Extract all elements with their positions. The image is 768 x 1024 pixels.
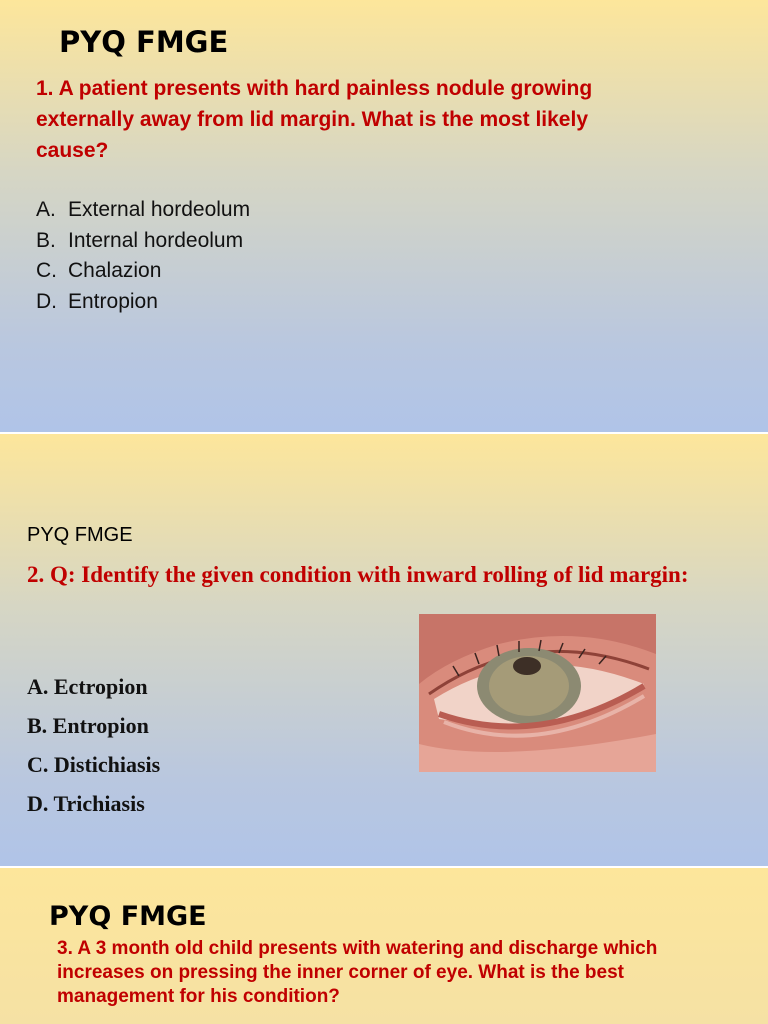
slide-3 (0, 868, 768, 1024)
question-text: 3. A 3 month old child presents with watering and discharge which increases on pressing the inner corner of eye. What is the best management for his condition? (57, 938, 658, 1007)
slide-title: PYQ FMGE (49, 901, 207, 932)
question-text: 1. A patient presents with hard painless nodule growing externally away from lid margin. What is the most likely cause? (36, 77, 593, 162)
question-text: 2. Q: Identify the given condition with inward rolling of lid margin: (27, 562, 689, 587)
option-c: C. Distichiasis (27, 752, 161, 777)
option-d: D. Trichiasis (27, 791, 145, 816)
slide-title: PYQ FMGE (59, 25, 229, 59)
entropion-eye-photo (419, 614, 656, 772)
slide-title: PYQ FMGE (27, 524, 133, 546)
option-a: A. Ectropion (27, 674, 148, 699)
option-b: B. Entropion (27, 713, 149, 738)
option-b: B. Internal hordeolum (36, 228, 244, 252)
options-list (27, 667, 160, 823)
option-a: A. External hordeolum (36, 198, 251, 221)
option-d: D. Entropion (36, 289, 158, 313)
options-list (36, 195, 250, 317)
option-c: C. Chalazion (36, 259, 162, 282)
slide-2 (0, 434, 768, 866)
slide-1 (0, 0, 768, 432)
